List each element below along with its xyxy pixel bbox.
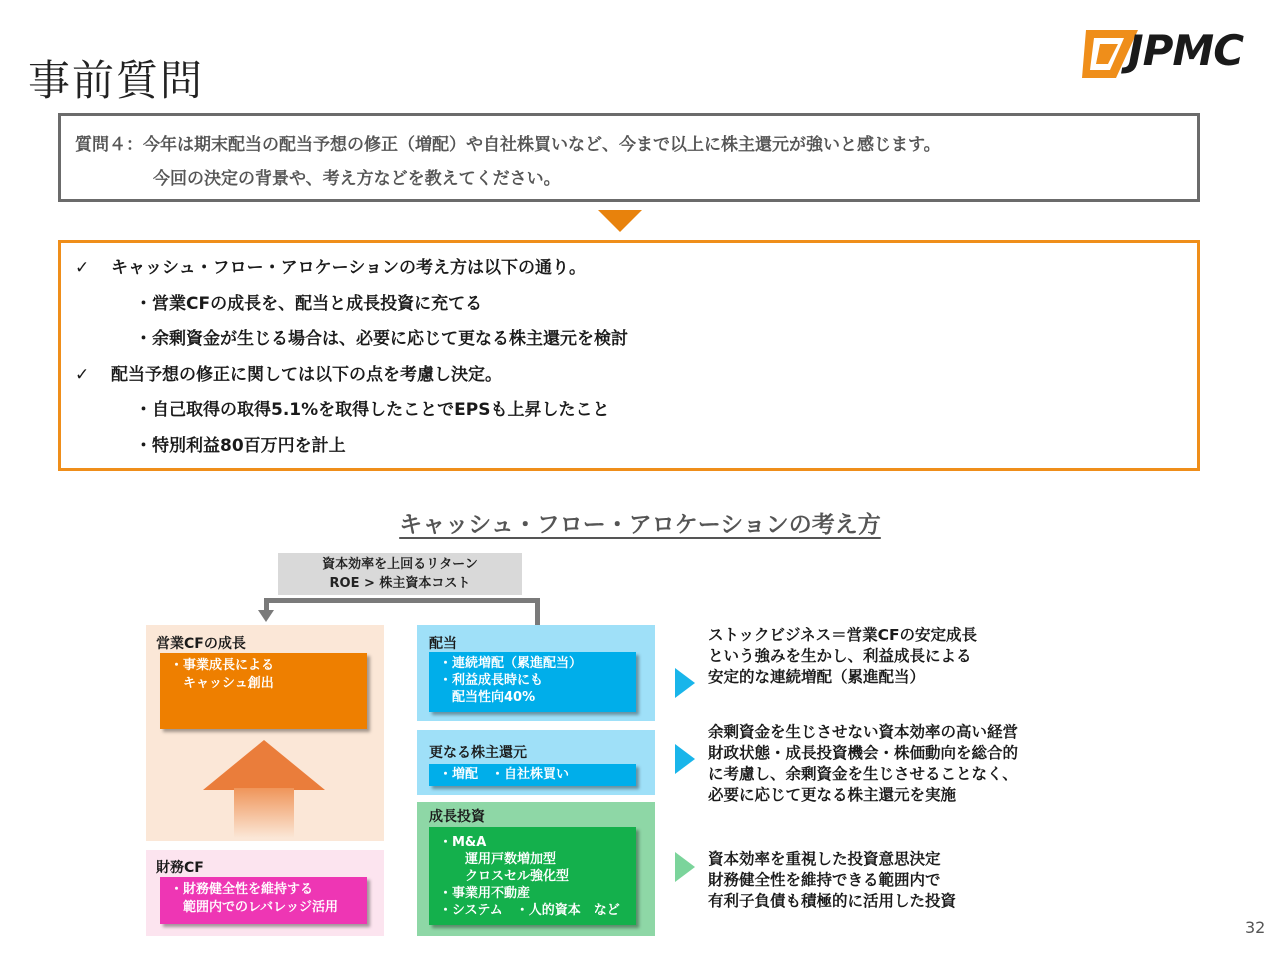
description-dividend (708, 625, 977, 688)
roe-line-1: 資本効率を上回るリターン (322, 557, 478, 572)
dividend-title: 配当 (429, 636, 457, 652)
jpmc-logo (1080, 22, 1260, 82)
dividend-tag-line-1: ・連続増配（累進配当） (439, 656, 583, 671)
description-dividend-line-2: という強みを生かし、利益成長による (708, 647, 972, 665)
answer-point-1 (75, 251, 1183, 287)
operating-cf-tag-line-1: ・事業成長による (170, 658, 275, 673)
description-further-return-line-2: 財政状態・成長投資機会・株価動向を総合的 (708, 744, 1019, 762)
financial-cf-title: 財務CF (156, 860, 204, 876)
operating-cf-tag-line-2: キャッシュ創出 (170, 676, 274, 691)
answer-point-1-text: キャッシュ・フロー・アロケーションの考え方は以下の通り。 (111, 258, 586, 278)
growth-tag-line-5: ・システム ・人的資本 など (439, 903, 620, 918)
up-arrow-icon (203, 740, 325, 790)
page-number: 32 (1245, 918, 1266, 937)
question-line-2: 今回の決定の背景や、考え方などを教えてください。 (153, 169, 561, 189)
financial-cf-tag-line-2: 範囲内でのレバレッジ活用 (170, 900, 338, 915)
up-arrow-body (234, 788, 294, 838)
diagram-title (0, 506, 1280, 539)
question-line-1: 質問４：今年は期末配当の配当予想の修正（増配）や自社株買いなど、今まで以上に株主還元が強いと感じます。 (75, 135, 941, 155)
dividend-tag-line-2: ・利益成長時にも (439, 673, 544, 688)
further-return-title: 更なる株主還元 (429, 745, 527, 761)
connector-arrowhead-icon (258, 610, 274, 622)
description-growth-line-2: 財務健全性を維持できる範囲内で (708, 871, 941, 889)
roe-line-2: ROE > 株主資本コスト (329, 576, 471, 591)
description-further-return-line-4: 必要に応じて更なる株主還元を実施 (708, 786, 957, 804)
answer-point-2-text: 配当予想の修正に関しては以下の点を考慮し決定。 (111, 364, 502, 385)
growth-tag-line-1: ・M&A (439, 835, 487, 850)
answer-point-2-sub-2: ・特別利益80百万円を計上 (135, 435, 346, 456)
description-further-return (708, 722, 1018, 806)
description-dividend-line-3: 安定的な連続増配（累進配当） (708, 668, 926, 686)
financial-cf-tag (160, 877, 367, 924)
question-box (58, 113, 1200, 202)
dividend-tag (429, 652, 636, 712)
operating-cf-title: 営業CFの成長 (156, 636, 246, 652)
answer-point-1-sub-2: ・余剰資金が生じる場合は、必要に応じて更なる株主還元を検討 (135, 329, 628, 349)
growth-tag-line-4: ・事業用不動産 (439, 886, 531, 901)
logo-text: JPMC (1128, 26, 1244, 75)
connector-top-line (264, 598, 540, 603)
description-dividend-line-1: ストックビジネス＝営業CFの安定成長 (708, 626, 978, 644)
answer-point-2-sub-1: ・自己取得の取得5.1%を取得したことでEPSも上昇したこと (135, 400, 610, 420)
growth-investment-tag (429, 827, 636, 925)
further-return-tag: ・増配 ・自社株買い (429, 764, 636, 786)
growth-tag-line-3: クロスセル強化型 (439, 869, 570, 884)
check-icon: ✓ (75, 258, 90, 278)
pointer-triangle-icon (675, 668, 695, 698)
answer-point-1-sub-1: ・営業CFの成長を、配当と成長投資に充てる (135, 293, 483, 314)
connector-right-line (535, 598, 540, 626)
growth-investment-title: 成長投資 (429, 809, 485, 825)
description-further-return-line-1: 余剰資金を生じさせない資本効率の高い経営 (708, 723, 1019, 741)
dividend-tag-line-3: 配当性向40% (439, 690, 536, 705)
roe-box (278, 553, 522, 595)
financial-cf-tag-line-1: ・財務健全性を維持する (170, 882, 314, 897)
pointer-triangle-icon (675, 744, 695, 774)
growth-tag-line-2: 運用戸数増加型 (439, 852, 557, 867)
description-growth (708, 849, 956, 912)
description-growth-line-3: 有利子負債も積極的に活用した投資 (708, 892, 957, 910)
check-icon: ✓ (75, 364, 90, 385)
pointer-triangle-icon (675, 852, 695, 882)
description-growth-line-1: 資本効率を重視した投資意思決定 (708, 850, 941, 868)
operating-cf-tag (160, 653, 367, 729)
answer-point-2 (75, 358, 1183, 394)
diagram-title-text: キャッシュ・フロー・アロケーションの考え方 (399, 512, 881, 538)
answer-box (58, 240, 1200, 471)
description-further-return-line-3: に考慮し、余剰資金を生じさせることなく、 (708, 765, 1018, 783)
down-arrow-icon (598, 210, 642, 232)
page-title: 事前質問 (28, 56, 205, 105)
